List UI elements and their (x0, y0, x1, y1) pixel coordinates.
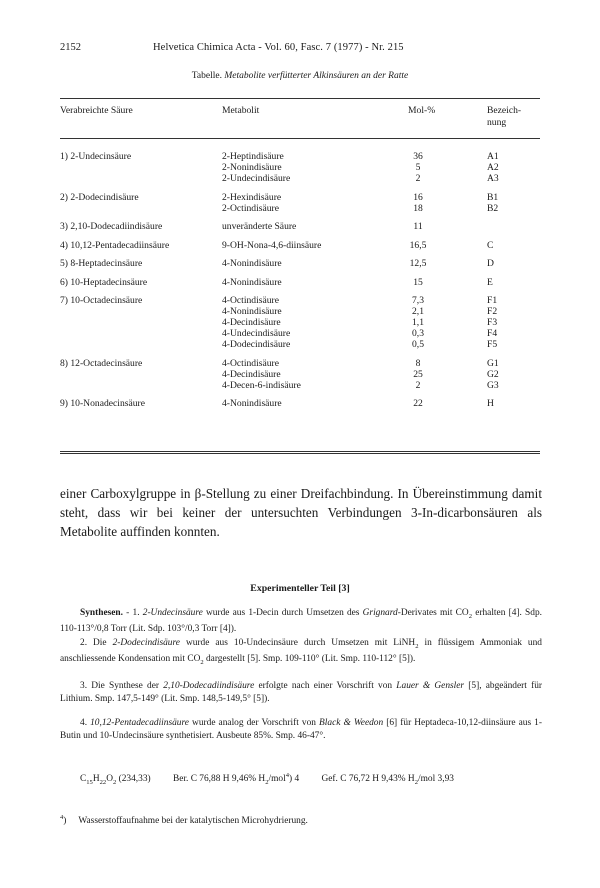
page-header (60, 42, 540, 56)
table-row (60, 162, 540, 173)
cell-metabolite: 4-Nonindisäure (222, 398, 282, 409)
table-group (60, 295, 540, 350)
cell-code: F3 (487, 317, 498, 328)
formula-gef-val: /mol 3,93 (418, 774, 454, 785)
cell-mol: 7,3 (412, 295, 424, 306)
cell-metabolite: unveränderte Säure (222, 221, 297, 232)
p4-authors: Black & Weedon (319, 718, 384, 728)
table-top-rule (60, 98, 540, 99)
cell-code: E (487, 276, 493, 288)
p1-text-a: wurde aus 1-Decin durch Umsetzen des (202, 608, 363, 618)
cell-code: A1 (487, 151, 499, 162)
cell-metabolite: 2-Nonindisäure (222, 162, 282, 173)
footnote-text: Wasserstoffaufnahme bei der katalytischen Microhydrierung. (78, 816, 308, 827)
p1-compound: 2-Undecinsäure (142, 608, 203, 618)
p2-compound: 2-Dodecindisäure (112, 638, 180, 648)
table-row (60, 306, 540, 317)
cell-code: G2 (487, 368, 499, 380)
cell-metabolite: 4-Nonindisäure (222, 276, 282, 288)
table-group (60, 240, 540, 251)
table-group (60, 358, 540, 391)
p4-number: 4. (80, 718, 91, 728)
p4-compound: 10,12-Pentadecadiinsäure (90, 718, 189, 728)
header-metabolite: Metabolit (222, 105, 260, 116)
p1-sub: 2 (468, 612, 472, 620)
cell-mol: 16 (413, 191, 423, 203)
cell-mol: 1,1 (412, 317, 424, 328)
cell-mol: 18 (413, 202, 423, 214)
p4-text-b: [6] für Heptadeca-10,12-diinsäure aus 1-Butin und 10-Undecinsäure synthetisiert. Ausbeute 85%. Smp. 46-47°. (60, 718, 542, 741)
cell-metabolite: 2-Heptindisäure (222, 151, 284, 162)
footnote (60, 814, 540, 826)
cell-metabolite: 2-Octindisäure (222, 202, 280, 214)
table-group (60, 192, 540, 214)
cell-metabolite: 4-Octindisäure (222, 295, 280, 306)
cell-mol: 5 (415, 162, 421, 173)
cell-acid: 7) 10-Octadecinsäure (60, 295, 143, 306)
metabolite-table (60, 105, 540, 409)
p2-text-b: in flüssigem Ammoniak und anschliessende Kondensation mit CO (60, 638, 542, 665)
cell-code: B2 (487, 202, 499, 214)
cell-metabolite: 9-OH-Nona-4,6-diinsäure (222, 239, 322, 251)
cell-code: H (487, 398, 494, 409)
header-code (487, 105, 521, 129)
cell-metabolite: 4-Nonindisäure (222, 258, 282, 269)
header-code-line2: nung (487, 117, 507, 128)
header-acid: Verabreichte Säure (60, 105, 133, 116)
cell-code: F5 (487, 339, 498, 350)
cell-acid: 1) 2-Undecinsäure (60, 151, 132, 162)
formula-ber-val: ) 4 (288, 774, 300, 785)
cell-code: D (487, 258, 494, 269)
p3-number: 3. Die Synthese der (80, 681, 164, 691)
cell-code: F2 (487, 306, 498, 317)
table-row (60, 398, 540, 409)
p1-text-b: -Derivates mit CO (397, 608, 469, 618)
cell-mol: 12,5 (409, 258, 427, 269)
cell-code: G1 (487, 357, 499, 369)
cell-mol: 36 (413, 151, 423, 162)
cell-acid: 9) 10-Nonadecinsäure (60, 398, 145, 409)
body-paragraph: einer Carboxylgruppe in β-Stellung zu einer Dreifachbindung. In Übereinstimmung damit steht, dass wir bei keiner der untersuchten Verbindungen 3-In-dicarbonsäuren als Metabolite auffinden konnten. (60, 486, 542, 539)
cell-code: B1 (487, 191, 499, 203)
p2-number: 2. Die (80, 638, 113, 648)
formula-c-sub: 15 (86, 779, 93, 786)
table-header (60, 105, 540, 139)
footnote-marker: 4 (60, 814, 64, 821)
elemental-analysis (80, 772, 542, 786)
formula-ber-mol: /mol (268, 774, 286, 785)
header-code-line1: Bezeich- (487, 105, 522, 116)
table-group (60, 277, 540, 288)
formula-h-sub: 22 (99, 779, 107, 786)
synthesis-paragraph-4 (60, 717, 542, 742)
cell-code: C (487, 239, 494, 251)
cell-metabolite: 4-Decen-6-indisäure (222, 379, 301, 391)
formula-gef: Gef. C 76,72 H 9,43% H (321, 774, 415, 785)
formula-o: O (106, 774, 113, 785)
synthesis-paragraph-1 (60, 607, 542, 636)
table-row (60, 380, 540, 391)
cell-acid: 6) 10-Heptadecinsäure (60, 276, 148, 288)
synthesis-lead: Synthesen. (80, 608, 123, 618)
table-caption-title: Metabolite verfütterter Alkinsäuren an der Ratte (224, 71, 409, 81)
table-row (60, 203, 540, 214)
cell-code: A3 (487, 173, 499, 184)
table-row (60, 317, 540, 328)
cell-acid: 2) 2-Dodecindisäure (60, 191, 139, 203)
p1-text-c: erhalten [4]. Sdp. 110-113°/0,8 Torr (Lit. Sdp. 103°/0,3 Torr [4]). (60, 608, 542, 635)
p3-authors: Lauer & Gensler (396, 681, 465, 691)
cell-metabolite: 2-Undecindisäure (222, 173, 291, 184)
running-head: Helvetica Chimica Acta - Vol. 60, Fasc. 7 (1977) - Nr. 215 (153, 42, 404, 53)
p1-grignard: Grignard (362, 608, 398, 618)
table-row (60, 151, 540, 162)
cell-mol: 8 (415, 357, 421, 369)
cell-mol: 0,5 (412, 339, 424, 350)
cell-mol: 16,5 (409, 239, 427, 251)
cell-metabolite: 4-Undecindisäure (222, 328, 291, 339)
table-body (60, 151, 540, 417)
table-group (60, 221, 540, 232)
synthesis-paragraph-3 (60, 680, 542, 705)
table-row (60, 240, 540, 251)
cell-code: F1 (487, 295, 498, 306)
cell-metabolite: 4-Octindisäure (222, 357, 280, 369)
cell-acid: 5) 8-Heptadecinsäure (60, 258, 143, 269)
table-row (60, 369, 540, 380)
table-caption-label: Tabelle. (191, 71, 222, 81)
cell-code: F4 (487, 328, 498, 339)
cell-acid: 3) 2,10-Dodecadiindisäure (60, 221, 163, 232)
table-row (60, 339, 540, 350)
formula-ber-sup: 4 (285, 772, 289, 779)
cell-metabolite: 4-Decindisäure (222, 317, 281, 328)
p3-text-b: [5], abgeändert für Lithium. Smp. 147,5-149° (Lit. Smp. 148,5-149,5° [5]). (60, 681, 543, 704)
table-row (60, 192, 540, 203)
footnote-paren: ) (63, 816, 67, 827)
table-row (60, 258, 540, 269)
p2-text-c: dargestellt [5]. Smp. 109-110° (Lit. Smp. 110-112° [5]). (203, 654, 416, 665)
cell-mol: 0,3 (412, 328, 424, 339)
table-group (60, 151, 540, 184)
cell-metabolite: 4-Dodecindisäure (222, 339, 291, 350)
cell-mol: 2,1 (412, 306, 424, 317)
cell-mol: 25 (413, 368, 423, 380)
table-row (60, 295, 540, 306)
formula-gef-sub: 2 (414, 779, 419, 786)
formula-mw: (234,33) (116, 774, 151, 785)
cell-mol: 2 (415, 173, 421, 184)
cell-metabolite: 4-Decindisäure (222, 368, 281, 380)
cell-metabolite: 4-Nonindisäure (222, 306, 282, 317)
synthesis-paragraph-2 (60, 637, 542, 670)
table-row (60, 173, 540, 184)
cell-code: A2 (487, 162, 499, 173)
cell-acid: 8) 12-Octadecinsäure (60, 357, 143, 369)
table-group (60, 398, 540, 409)
cell-code: G3 (487, 379, 499, 391)
page-number: 2152 (60, 42, 81, 53)
section-title: Experimenteller Teil [3] (250, 583, 350, 594)
p3-text-a: erfolgte nach einer Vorschrift von (254, 681, 397, 691)
cell-mol: 11 (413, 221, 423, 232)
table-caption (0, 71, 600, 81)
p3-compound: 2,10-Dodecadiindisäure (163, 681, 255, 691)
formula-o-sub: 2 (112, 779, 117, 786)
cell-metabolite: 2-Hexindisäure (222, 191, 282, 203)
p4-text-a: wurde analog der Vorschrift von (188, 718, 320, 728)
formula-c: C (80, 774, 87, 785)
p2-text-a: wurde aus 10-Undecinsäure durch Umsetzen mit LiNH (179, 638, 416, 648)
formula-ber-sub: 2 (265, 779, 269, 786)
cell-mol: 22 (413, 398, 423, 409)
header-mol: Mol-% (408, 105, 436, 116)
table-bottom-rule (60, 451, 540, 454)
formula-ber: Ber. C 76,88 H 9,46% H (173, 774, 266, 785)
table-row (60, 221, 540, 232)
table-row (60, 358, 540, 369)
p2-sub2: 2 (200, 659, 204, 667)
table-row (60, 328, 540, 339)
cell-mol: 2 (415, 379, 421, 391)
p1-number: - 1. (122, 608, 143, 618)
formula-h: H (92, 774, 100, 785)
p2-sub1: 2 (415, 642, 419, 650)
cell-mol: 15 (413, 276, 423, 288)
table-row (60, 277, 540, 288)
table-group (60, 258, 540, 269)
cell-acid: 4) 10,12-Pentadecadiinsäure (60, 239, 170, 251)
